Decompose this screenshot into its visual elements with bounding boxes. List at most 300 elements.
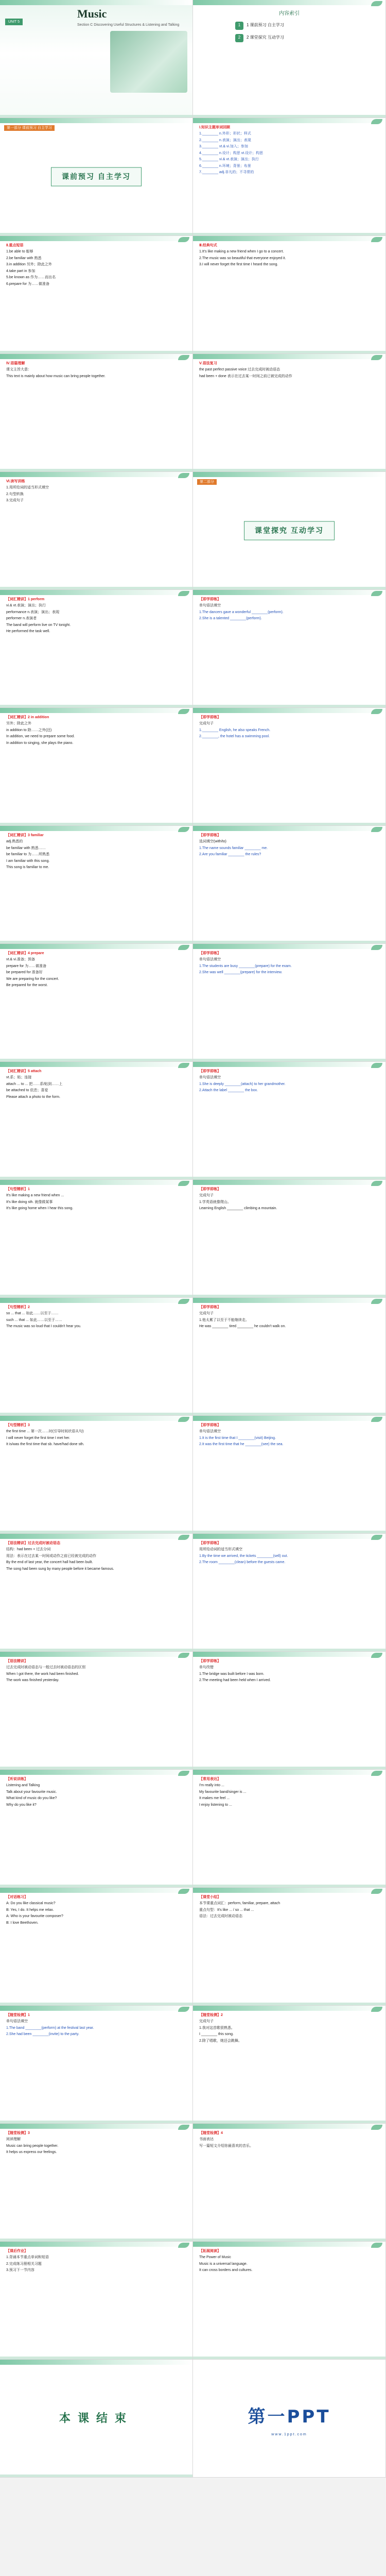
section-banner — [51, 167, 142, 187]
brand-url: www.1ppt.com — [271, 2433, 307, 2437]
section-tag: 第二部分 — [197, 479, 217, 485]
top-band — [0, 1888, 192, 1893]
slide-line: 完成句子 — [199, 722, 214, 726]
content-slide — [0, 2124, 193, 2242]
slide-line: the past perfect passive voice 过去完成时被动语态 — [199, 368, 280, 372]
content-slide — [0, 1888, 193, 2006]
slide-line: 1.________ n.外形；形状；样式 — [199, 132, 251, 136]
content-slide — [193, 236, 386, 354]
content-slide — [0, 1298, 193, 1416]
slide-line: The Power of Music — [199, 2256, 231, 2260]
slide-line: 单句语法填空 — [199, 1430, 221, 1434]
bottom-band — [0, 1295, 192, 1297]
slide-heading: 【随堂检测】1 — [6, 2013, 30, 2017]
slide-heading: 【即学即练】 — [199, 598, 221, 601]
top-band — [193, 1062, 385, 1067]
content-slide — [0, 590, 193, 708]
slide-line: prepare for 为……做准备 — [6, 964, 47, 968]
bottom-band — [0, 2475, 192, 2477]
leaf-icon — [178, 2243, 189, 2248]
slide-line: 完成句子 — [199, 2020, 214, 2024]
bottom-band — [0, 2357, 192, 2359]
slide-line: 课文主旨大意： — [6, 368, 31, 372]
toc-label: 2 课堂探究 互动学习 — [247, 35, 284, 40]
bottom-band — [0, 705, 192, 707]
slide-heading: 【即学即练】 — [199, 1188, 221, 1191]
leaf-icon — [178, 591, 189, 596]
slide-line: 2.句型转换 — [6, 492, 24, 496]
leaf-icon — [178, 1417, 189, 1422]
bottom-band — [0, 587, 192, 589]
slide-line: 1.用所给词的适当形式填空 — [6, 486, 49, 490]
slide-line: 2.The music was so beautiful that everyone enjoyed it. — [199, 256, 286, 260]
top-band — [193, 0, 385, 5]
slide-line: 完成句子 — [199, 1312, 214, 1316]
slide-heading: Ⅱ.重点短语 — [6, 244, 24, 247]
slide-line: 6.________ n.环境；背景；布景 — [199, 164, 251, 168]
slide-line: Listening and Talking — [6, 1784, 40, 1788]
top-band — [193, 826, 385, 831]
slide-line: 5.________ vi.& vt.表演；演出；执行 — [199, 158, 259, 162]
content-slide — [0, 1652, 193, 1770]
bottom-band — [193, 1177, 385, 1179]
slide-line: 用法：表示在过去某一时间或动作之前已经被完成的动作 — [6, 1554, 96, 1558]
slide-heading: Ⅳ.语篇理解 — [6, 362, 25, 365]
slide-line: 2.________, the hotel has a swimming pool. — [199, 735, 270, 739]
slide-line: We are preparing for the concert. — [6, 977, 59, 981]
slide-line: It's like making a new friend when ... — [6, 1194, 64, 1198]
content-slide — [193, 2124, 386, 2242]
slide-line: 1.The band ________(perform) at the festival last year. — [6, 2026, 94, 2030]
slide-line: 2.The meeting had been held when I arrived. — [199, 1679, 271, 1683]
leaf-icon — [371, 1, 382, 6]
leaf-icon — [371, 827, 382, 832]
slide-heading: 【即学即练】 — [199, 1423, 221, 1427]
slide-line: 2.She had been ________(invite) to the party. — [6, 2032, 79, 2037]
bottom-band — [0, 823, 192, 825]
top-band — [193, 2242, 385, 2247]
slide-heading: Ⅲ.经典句式 — [199, 244, 217, 247]
slide-line: I'm really into ... — [199, 1784, 224, 1788]
slide-line: 阅读理解 — [6, 2138, 21, 2142]
slide-line: be familiar to 为……所熟悉 — [6, 853, 50, 857]
slide-line: He performed the task well. — [6, 630, 50, 634]
leaf-icon — [178, 1653, 189, 1658]
top-band — [0, 2006, 192, 2011]
slide-heading: 【常用表达】 — [199, 1777, 221, 1781]
slide-heading: 【课堂小结】 — [199, 1895, 221, 1899]
slide-line: I will never forget the first time I met her. — [6, 1436, 71, 1440]
content-slide — [0, 354, 193, 472]
slide-line: The song had been sung by many people before it became famous. — [6, 1567, 114, 1571]
slide-line: Talk about your favourite music. — [6, 1790, 57, 1794]
top-band — [0, 2360, 192, 2365]
slide-line: 6.prepare for 为……做准备 — [6, 282, 50, 286]
content-slide — [0, 1180, 193, 1298]
slide-line: attach ... to ... 把……系/贴到……上 — [6, 1082, 63, 1086]
top-band — [193, 1888, 385, 1893]
toc-item[interactable] — [235, 22, 379, 30]
slide-line: B: Yes, I do. It helps me relax. — [6, 1908, 54, 1912]
top-band — [0, 0, 192, 5]
slide-line: 2.________ n.表演；演出；表现 — [199, 138, 251, 142]
slide-line: 3.________ vt.& vi.加入；参加 — [199, 145, 248, 149]
slide-line: In addition, we need to prepare some food. — [6, 735, 75, 739]
content-slide — [193, 1180, 386, 1298]
leaf-icon — [371, 1299, 382, 1304]
slide-heading: 【即学即练】 — [199, 1070, 221, 1073]
slide-line: 1.The students are busy ________(prepare) for the exam. — [199, 964, 292, 968]
brand-logo: 第一PPT — [248, 2406, 331, 2427]
leaf-icon — [371, 1181, 382, 1186]
top-band — [193, 2006, 385, 2011]
slide-line: 3.I will never forget the first time I heard the song. — [199, 263, 278, 267]
bottom-band — [193, 115, 385, 117]
slide-line: It makes me feel ... — [199, 1797, 230, 1801]
top-band — [193, 1180, 385, 1185]
bottom-band — [0, 469, 192, 471]
leaf-icon — [371, 1535, 382, 1540]
slide-line: I ________ this song. — [199, 2032, 234, 2037]
leaf-icon — [178, 709, 189, 714]
content-slide — [193, 2242, 386, 2360]
content-slide — [0, 1534, 193, 1652]
top-band — [0, 1180, 192, 1185]
slide-line: vt.系；贴；连接 — [6, 1076, 32, 1080]
slide-line: 语法：过去完成时被动语态 — [199, 1914, 242, 1919]
content-slide — [193, 1416, 386, 1534]
bottom-band — [193, 1649, 385, 1651]
slide-line: 1.She is deeply ________(attach) to her grandmother. — [199, 1082, 286, 1086]
slide-line: B: I love Beethoven. — [6, 1921, 39, 1925]
slide-line: A: Do you like classical music? — [6, 1902, 56, 1906]
slide-line: 单句语法填空 — [199, 958, 221, 962]
leaf-icon — [178, 237, 189, 242]
bottom-band — [193, 1059, 385, 1061]
section-banner-text: 课堂探究 互动学习 — [244, 521, 335, 540]
slide-line: 1.学英语就像爬山。 — [199, 1200, 231, 1204]
slide-line: 1.The dancers gave a wonderful ________(perform). — [199, 610, 284, 614]
slide-heading: 【随堂检测】4 — [199, 2131, 223, 2135]
bottom-band — [193, 587, 385, 589]
slide-line: 1.It's like making a new friend when I go to a concert. — [199, 250, 284, 254]
content-slide — [193, 1062, 386, 1180]
leaf-icon — [178, 945, 189, 950]
leaf-icon — [178, 1771, 189, 1776]
slide-line: 1.The name sounds familiar ________ me. — [199, 846, 268, 850]
slide-heading: 【句型精析】2 — [6, 1306, 30, 1309]
slide-heading: Ⅴ.语法复习 — [199, 362, 217, 365]
slide-line: 1.背诵本节重点单词和短语 — [6, 2256, 49, 2260]
slide-line: be attached to 依恋；喜爱 — [6, 1089, 48, 1093]
ending-slide — [0, 2360, 193, 2478]
slide-heading: 【即学即练】 — [199, 952, 221, 955]
leaf-icon — [371, 1889, 382, 1894]
content-slide — [193, 1534, 386, 1652]
slide-line: vt.& vi.准备；预备 — [6, 958, 36, 962]
bottom-band — [0, 1531, 192, 1533]
slide-line: The music was so loud that I couldn't hear you. — [6, 1325, 81, 1329]
slide-heading: 【句型精析】1 — [6, 1188, 30, 1191]
leaf-icon — [178, 1181, 189, 1186]
leaf-icon — [371, 1653, 382, 1658]
slide-line: adj.熟悉的 — [6, 840, 23, 844]
slide-line: 单句语法填空 — [6, 2020, 28, 2024]
slide-line: I am familiar with this song. — [6, 859, 50, 863]
slide-line: 1.他太累了以至于不能继续走。 — [199, 1318, 249, 1322]
content-slide — [193, 1652, 386, 1770]
bottom-band — [193, 469, 385, 471]
slide-line: 2.完成练习册相关习题 — [6, 2262, 42, 2266]
top-band — [193, 354, 385, 359]
top-band — [193, 472, 385, 477]
slide-line: 1.________ English, he also speaks French. — [199, 728, 271, 732]
slide-heading: 【词汇精讲】4 prepare — [6, 952, 44, 955]
slide-line: The band will perform live on TV tonight. — [6, 623, 71, 627]
page-title: Music — [77, 7, 107, 20]
slide-heading: 【即学即练】 — [199, 834, 221, 837]
bottom-band — [193, 2357, 385, 2359]
top-band — [193, 708, 385, 713]
bottom-band — [0, 1649, 192, 1651]
slide-line: 2.The room ________(clean) before the guests came. — [199, 1561, 286, 1565]
leaf-icon — [178, 1889, 189, 1894]
bottom-band — [193, 351, 385, 353]
top-band — [0, 118, 192, 123]
slide-line: It's like going home when I hear this song. — [6, 1207, 74, 1211]
slide-line: 2.Attach the label ________ the box. — [199, 1089, 258, 1093]
slide-heading: 【随堂检测】2 — [199, 2013, 223, 2017]
slide-line: such ... that ... 如此……以至于…… — [6, 1318, 62, 1322]
bottom-band — [0, 1059, 192, 1061]
bottom-band — [193, 1295, 385, 1297]
slide-line: be familiar with 熟悉…… — [6, 846, 46, 850]
bottom-band — [0, 115, 192, 117]
slide-heading: 【语法精讲】 — [6, 1659, 28, 1663]
slide-line: I enjoy listening to ... — [199, 1803, 232, 1807]
slide-heading: 【对话练习】 — [6, 1895, 28, 1899]
leaf-icon — [371, 591, 382, 596]
top-band — [0, 2124, 192, 2129]
content-slide — [0, 2242, 193, 2360]
slide-line: Music can bring people together. — [6, 2144, 59, 2148]
bottom-band — [0, 1767, 192, 1769]
slide-line: 7.________ adj.非凡的；不寻常的 — [199, 171, 254, 175]
top-band — [0, 708, 192, 713]
content-slide — [0, 1770, 193, 1888]
content-slide — [193, 708, 386, 826]
leaf-icon — [178, 827, 189, 832]
slide-line: The work was finished yesterday. — [6, 1679, 59, 1683]
content-slide — [0, 708, 193, 826]
slide-line: 4.________ n.设计；构思 vt.设计；构思 — [199, 151, 264, 155]
leaf-icon — [371, 945, 382, 950]
slide-line: 1.It is the first time that I ________(visit) Beijing. — [199, 1436, 276, 1440]
ending-banner — [49, 2406, 144, 2430]
content-slide — [0, 1416, 193, 1534]
slide-line: 2.She was well ________(prepare) for the interview. — [199, 971, 283, 975]
slide-line: 本节课重点词汇：perform, familiar, prepare, attach — [199, 1902, 280, 1906]
top-band — [0, 1534, 192, 1539]
leaf-icon — [178, 1299, 189, 1304]
top-band — [193, 1770, 385, 1775]
page-subtitle: Section C Discovering Useful Structures & Listening and Talking — [77, 23, 180, 27]
toc-title: 内容索引 — [279, 11, 300, 16]
slide-line: 5.be known as 作为……而出名 — [6, 276, 56, 280]
slide-line: 3.预习下一节内容 — [6, 2268, 34, 2273]
leaf-icon — [371, 237, 382, 242]
top-band — [193, 1534, 385, 1539]
slide-line: 单句改错 — [199, 1666, 214, 1670]
slide-line: 结构：had been + 过去分词 — [6, 1548, 51, 1552]
slide-heading: 【拓展阅读】 — [199, 2249, 221, 2253]
top-band — [0, 826, 192, 831]
slide-line: 1.The bridge was built before I was born. — [199, 1672, 265, 1676]
leaf-icon — [178, 1063, 189, 1068]
top-band — [0, 1652, 192, 1657]
slide-line: When I got there, the work had been finished. — [6, 1672, 79, 1676]
leaf-icon — [371, 709, 382, 714]
slide-heading: Ⅵ.读写训练 — [6, 480, 25, 483]
bottom-band — [193, 1531, 385, 1533]
content-slide — [193, 1770, 386, 1888]
bottom-band — [0, 1413, 192, 1415]
bottom-band — [193, 1885, 385, 1887]
top-band — [0, 1298, 192, 1303]
slide-line: He was ________ tired ________ he couldn't walk on. — [199, 1325, 286, 1329]
bottom-band — [0, 2239, 192, 2241]
slide-line: 书面表达 — [199, 2138, 214, 2142]
bottom-band — [0, 233, 192, 235]
slide-line: 1.be able to 能够 — [6, 250, 33, 254]
slide-line: 2.be familiar with 熟悉 — [6, 256, 42, 260]
leaf-icon — [178, 2125, 189, 2130]
bottom-band — [0, 941, 192, 943]
logo-slide — [193, 2360, 386, 2478]
top-band — [193, 1652, 385, 1657]
leaf-icon — [371, 2125, 382, 2130]
section-banner-text: 课前预习 自主学习 — [51, 167, 142, 187]
leaf-icon — [371, 1771, 382, 1776]
cover-slide — [0, 0, 193, 118]
slide-line: 2.除了唱歌，她还会跳舞。 — [199, 2039, 242, 2043]
slide-line: 另外；除此之外 — [6, 722, 31, 726]
slide-line: 过去完成时被动语态与一般过去时被动语态的区别 — [6, 1666, 85, 1670]
slide-line: By the end of last year, the concert hall had been built. — [6, 1561, 93, 1565]
top-band — [0, 1770, 192, 1775]
slide-line: It is/was the first time that sb. have/had done sth. — [6, 1443, 84, 1447]
slide-line: 1.By the time we arrived, the tickets ________(sell) out. — [199, 1554, 288, 1558]
slide-line: Please attach a photo to the form. — [6, 1095, 61, 1099]
leaf-icon — [178, 473, 189, 478]
toc-item[interactable] — [235, 34, 379, 42]
leaf-icon — [371, 1063, 382, 1068]
slide-line: 2.Are you familiar ________ the rules? — [199, 853, 261, 857]
bottom-band — [0, 1885, 192, 1887]
top-band — [0, 354, 192, 359]
section1-banner-slide — [0, 118, 193, 236]
slide-line: 写一篇短文介绍你最喜欢的音乐。 — [199, 2144, 253, 2148]
slide-line: Be prepared for the worst. — [6, 984, 48, 988]
slide-line: It helps us express our feelings. — [6, 2150, 57, 2155]
slide-line: 2.It was the first time that he ________(see) the sea. — [199, 1443, 284, 1447]
slide-line: 4.take part in 参加 — [6, 269, 36, 273]
leaf-icon — [178, 2007, 189, 2012]
top-band — [0, 2242, 192, 2247]
slide-heading: 【听说训练】 — [6, 1777, 28, 1781]
slide-heading: 【句型精析】3 — [6, 1423, 30, 1427]
slide-line: What kind of music do you like? — [6, 1797, 57, 1801]
ending-text: 本课结束 — [59, 2412, 134, 2425]
slide-line: had been + done 表示在过去某一时间之前已被完成的动作 — [199, 374, 292, 378]
slide-line: 2.She is a talented ________(perform). — [199, 617, 262, 621]
slide-line: performance n.表演；演出；表现 — [6, 610, 60, 614]
bottom-band — [0, 1177, 192, 1179]
top-band — [0, 1416, 192, 1421]
top-band — [193, 944, 385, 949]
slide-line: Music is a universal language. — [199, 2262, 248, 2266]
top-band — [193, 590, 385, 595]
slide-line: Why do you like it? — [6, 1803, 37, 1807]
slide-line: 重点句型：It's like ... / so ... that ... — [199, 1908, 254, 1912]
bottom-band — [193, 705, 385, 707]
top-band — [193, 118, 385, 123]
top-band — [193, 1416, 385, 1421]
cover-photo — [110, 31, 187, 93]
content-slide — [0, 2006, 193, 2124]
slide-line: 单句语法填空 — [199, 1076, 221, 1080]
top-band — [0, 590, 192, 595]
content-slide — [193, 590, 386, 708]
slide-heading: 【即学即练】 — [199, 1541, 221, 1545]
unit-chip: UNIT 5 — [5, 19, 23, 25]
toc-slide — [193, 0, 386, 118]
slide-line: In addition to singing, she plays the piano. — [6, 741, 74, 745]
top-band — [0, 236, 192, 241]
slide-line: 用所给动词的适当形式填空 — [199, 1548, 242, 1552]
slide-line: My favourite band/singer is ... — [199, 1790, 247, 1794]
content-slide — [193, 826, 386, 944]
leaf-icon — [371, 2007, 382, 2012]
slide-line: This text is mainly about how music can bring people together. — [6, 374, 106, 378]
top-band — [193, 2124, 385, 2129]
slide-line: in addition to 除……之外(还) — [6, 728, 52, 732]
bottom-band — [193, 2239, 385, 2241]
bottom-band — [193, 2003, 385, 2005]
section2-banner-slide — [193, 472, 386, 590]
content-slide — [193, 1888, 386, 2006]
slide-line: Learning English ________ climbing a mountain. — [199, 1207, 277, 1211]
bottom-band — [0, 351, 192, 353]
slide-heading: 【词汇精讲】2 in addition — [6, 716, 49, 719]
content-slide — [0, 1062, 193, 1180]
top-band — [0, 1062, 192, 1067]
toc-number: 1 — [235, 22, 243, 30]
slide-heading: 【词汇精讲】3 familiar — [6, 834, 44, 837]
slide-line: 3.in addition 另外；除此之外 — [6, 263, 52, 267]
content-slide — [193, 944, 386, 1062]
leaf-icon — [178, 1535, 189, 1540]
slide-line: 1.我对这首歌很熟悉。 — [199, 2026, 235, 2030]
slide-line: It can cross borders and cultures. — [199, 2268, 253, 2273]
slide-heading: 【课后作业】 — [6, 2249, 28, 2253]
slide-line: 3.完成句子 — [6, 499, 24, 503]
bottom-band — [193, 1767, 385, 1769]
leaf-icon — [371, 119, 382, 124]
leaf-icon — [371, 2243, 382, 2248]
bottom-band — [193, 2121, 385, 2123]
section-tag: 第一部分 课前预习 自主学习 — [4, 125, 55, 131]
